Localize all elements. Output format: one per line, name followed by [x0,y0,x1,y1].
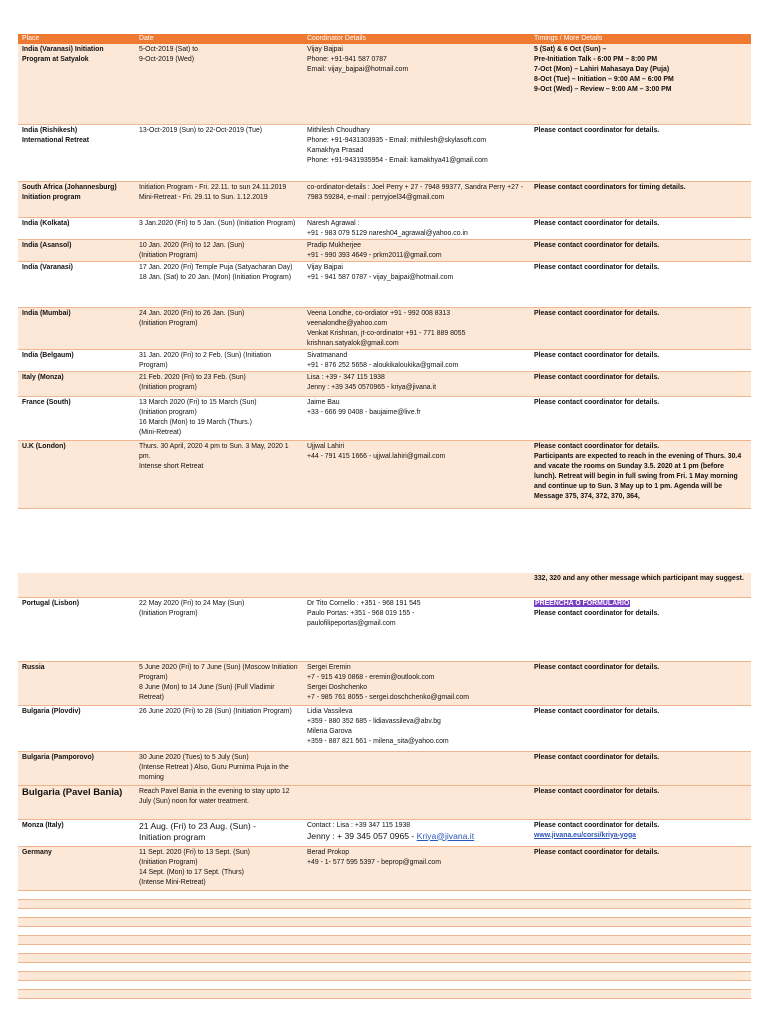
empty-row [18,926,751,935]
schedule-page-1 [18,34,751,509]
empty-row [18,980,751,989]
timings-cell: Please contact coordinator for details. [530,396,751,440]
coordinator-cell [303,751,530,785]
email-link[interactable]: Kriya@jivana.it [416,830,475,841]
coordinator-cell: Dr Tito Cornello : +351 - 968 191 545 Paulo Portas: +351 - 968 019 155 - paulofilipeportas@gmail.com [303,597,530,661]
date-cell: 26 June 2020 (Fri) to 28 (Sun) (Initiation Program) [135,705,303,751]
timings-cell: Please contact coordinator for details. [530,261,751,307]
table-row [18,751,751,785]
date-cell: 22 May 2020 (Fri) to 24 May (Sun) (Initiation Program) [135,597,303,661]
place-cell: France (South) [18,396,135,440]
table-row [18,239,751,261]
table-row [18,307,751,349]
table-row-continued [18,573,751,597]
schedule-table [18,34,751,509]
empty-row [18,917,751,926]
date-cell: 21 Aug. (Fri) to 23 Aug. (Sun) - Initiation program [135,819,303,846]
date-cell: 3 Jan.2020 (Fri) to 5 Jan. (Sun) (Initiation Program) [135,217,303,239]
date-cell: 30 June 2020 (Tues) to 5 July (Sun) (Intense Retreat ) Also, Guru Purnima Puja in the morning [135,751,303,785]
place-cell: India (Mumbai) [18,307,135,349]
header-timings: Timings / More Details [530,34,751,44]
empty-row [18,971,751,980]
timings-cell: Please contact coordinator for details. [530,124,751,181]
empty-row [18,935,751,944]
form-link[interactable]: PREENCHA O FORMULÁRIO [535,599,630,607]
empty-row [18,890,751,899]
timings-cell: Please contact coordinator for details. [530,307,751,349]
coordinator-cell: Jaime Bau +33 - 666 99 0408 - baujaime@live.fr [303,396,530,440]
date-cell: 10 Jan. 2020 (Fri) to 12 Jan. (Sun) (Initiation Program) [135,239,303,261]
place-cell: Portugal (Lisbon) [18,597,135,661]
place-cell: India (Kolkata) [18,217,135,239]
timings-cell: Please contact coordinator for details. [530,751,751,785]
coordinator-cell: Sivatmanand +91 - 876 252 5658 - aloukikaloukika@gmail.com [303,349,530,371]
place-cell: Italy (Monza) [18,371,135,396]
continued-details: 332, 320 and any other message which participant may suggest. [530,573,751,597]
coordinator-cell: Contact : Lisa : +39 347 115 1938 Jenny : + 39 345 057 0965 - Kriya@jivana.it [303,819,530,846]
table-row [18,846,751,890]
place-cell: India (Belgaum) [18,349,135,371]
timings-cell: Please contact coordinator for details. [530,705,751,751]
schedule-table-continued [18,573,751,999]
date-cell: 13 March 2020 (Fri) to 15 March (Sun) (Initiation program) 16 March (Mon) to 19 March (Thurs.) (Mini-Retreat) [135,396,303,440]
coordinator-cell: Vijay Bajpai +91 - 941 587 0787 - vijay_bajpai@hotmail.com [303,261,530,307]
timings-cell: Please contact coordinator for details. Participants are expected to reach in the evening of Thurs. 30.4 and vacate the rooms on Sunday 3.5. 2020 at 1 pm (before lunch). Retreat will begin in full swing from Fri. 1 May morning and continue up to Sun. 3 May up to 1 pm. Agenda will be Message 375, 374, 372, 370, 364, [530,440,751,508]
table-row [18,661,751,705]
place-cell: Monza (Italy) [18,819,135,846]
table-row [18,785,751,819]
empty-row [18,944,751,953]
empty-row [18,989,751,998]
table-row [18,217,751,239]
timings-cell: Please contact coordinators for timing details. [530,181,751,217]
coordinator-cell: co-ordinator-details : Joel Perry + 27 - 7948 99377, Sandra Perry +27 - 7983 59284, e-mail : perryjoel34@gmail.com [303,181,530,217]
header-coordinator: Coordinator Details [303,34,530,44]
table-row [18,181,751,217]
empty-row [18,908,751,917]
timings-cell: 5 (Sat) & 6 Oct (Sun) – Pre-Initiation Talk - 6:00 PM – 8:00 PM 7-Oct (Mon) – Lahiri Mahasaya Day (Puja) 8-Oct (Tue) – Initiation – 9:00 AM – 6:00 PM 9-Oct (Wed) – Review – 9:00 AM – 3:00 PM [530,44,751,124]
date-cell: 31 Jan. 2020 (Fri) to 2 Feb. (Sun) (Initiation Program) [135,349,303,371]
empty-row [18,962,751,971]
place-cell: Bulgaria (Pavel Bania) [18,785,135,819]
header-date: Date [135,34,303,44]
timings-cell: Please contact coordinator for details. www.jivana.eu/corsi/kriya-yoga [530,819,751,846]
timings-cell: Please contact coordinator for details. [530,371,751,396]
coordinator-cell: Mithilesh Choudhary Phone: +91-9431303935 - Email: mithilesh@skylasoft.com Kamakhya Prasad Phone: +91-9431935954 - Email: kamakhya41@gmail.com [303,124,530,181]
place-cell: Bulgaria (Pamporovo) [18,751,135,785]
place-cell: India (Varanasi) Initiation Program at Satyalok [18,44,135,124]
timings-cell: Please contact coordinator for details. [530,217,751,239]
place-cell: South Africa (Johannesburg) Initiation program [18,181,135,217]
place-cell: Bulgaria (Plovdiv) [18,705,135,751]
empty-row [18,899,751,908]
place-cell: Russia [18,661,135,705]
place-cell: India (Varanasi) [18,261,135,307]
coordinator-cell: Ujjwal Lahiri +44 - 791 415 1666 - ujjwal.lahiri@gmail.com [303,440,530,508]
table-row [18,44,751,124]
website-link[interactable]: www.jivana.eu/corsi/kriya-yoga [534,831,636,839]
coordinator-cell: Lidia Vassileva +359 - 880 352 685 - lidiavassileva@abv.bg Milena Garova +359 - 887 821 561 - milena_sita@yahoo.com [303,705,530,751]
timings-cell: PREENCHA O FORMULÁRIO Please contact coordinator for details. [530,597,751,661]
table-row [18,124,751,181]
schedule-page-2 [18,573,751,999]
date-cell: 24 Jan. 2020 (Fri) to 26 Jan. (Sun) (Initiation Program) [135,307,303,349]
coordinator-cell: Sergei Eremin +7 - 915 419 0868 - eremin@outlook.com Sergei Doshchenko +7 - 985 761 8055 - sergei.doschchenko@gmail.com [303,661,530,705]
coordinator-cell: Vijay Bajpai Phone: +91-941 587 0787 Email: vijay_bajpai@hotmail.com [303,44,530,124]
table-row [18,705,751,751]
coordinator-cell: Pradip Mukherjee +91 - 990 393 4649 - prkm2011@gmail.com [303,239,530,261]
coordinator-cell: Lisa : +39 - 347 115 1938 Jenny : +39 345 0570965 - kriya@jivana.it [303,371,530,396]
place-cell: India (Rishikesh) International Retreat [18,124,135,181]
table-header-row [18,34,751,44]
place-cell: Germany [18,846,135,890]
date-cell: 17 Jan. 2020 (Fri) Temple Puja (Satyacharan Day) 18 Jan. (Sat) to 20 Jan. (Mon) (Initiation Program) [135,261,303,307]
date-cell: Thurs. 30 April, 2020 4 pm to Sun. 3 May, 2020 1 pm. Intense short Retreat [135,440,303,508]
table-row [18,819,751,846]
timings-cell: Please contact coordinator for details. [530,661,751,705]
table-row [18,349,751,371]
place-cell: U.K (London) [18,440,135,508]
date-cell: Reach Pavel Bania in the evening to stay upto 12 July (Sun) noon for water treatment. [135,785,303,819]
table-row [18,261,751,307]
coordinator-cell [303,785,530,819]
timings-cell: Please contact coordinator for details. [530,349,751,371]
date-cell: 5-Oct-2019 (Sat) to 9-Oct-2019 (Wed) [135,44,303,124]
coordinator-cell: Naresh Agrawal : +91 - 983 079 5129 naresh04_agrawal@yahoo.co.in [303,217,530,239]
timings-cell: Please contact coordinator for details. [530,846,751,890]
date-cell: 13-Oct-2019 (Sun) to 22-Oct-2019 (Tue) [135,124,303,181]
coordinator-cell: Berad Prokop +49 - 1- 577 595 5397 - beprop@gmail.com [303,846,530,890]
empty-row [18,953,751,962]
table-row [18,440,751,508]
date-cell: 5 June 2020 (Fri) to 7 June (Sun) (Moscow Initiation Program) 8 June (Mon) to 14 June (Sun) (Full Vladimir Retreat) [135,661,303,705]
header-place: Place [18,34,135,44]
table-row [18,371,751,396]
date-cell: 11 Sept. 2020 (Fri) to 13 Sept. (Sun) (Initiation Program) 14 Sept. (Mon) to 17 Sept. (Thurs) (Intense Mini-Retreat) [135,846,303,890]
table-row [18,597,751,661]
timings-cell: Please contact coordinator for details. [530,239,751,261]
date-cell: Initiation Program - Fri. 22.11. to sun 24.11.2019 Mini-Retreat - Fri. 29.11 to Sun. 1.12.2019 [135,181,303,217]
timings-cell: Please contact coordinator for details. [530,785,751,819]
date-cell: 21 Feb. 2020 (Fri) to 23 Feb. (Sun) (Initiation program) [135,371,303,396]
coordinator-cell: Veena Londhe, co-ordiator +91 - 992 008 8313 veenalondhe@yahoo.com Venkat Krishnan, jt-co-ordinator +91 - 771 889 8055 krishnan.satyalok@gmail.com [303,307,530,349]
table-row [18,396,751,440]
place-cell: India (Asansol) [18,239,135,261]
